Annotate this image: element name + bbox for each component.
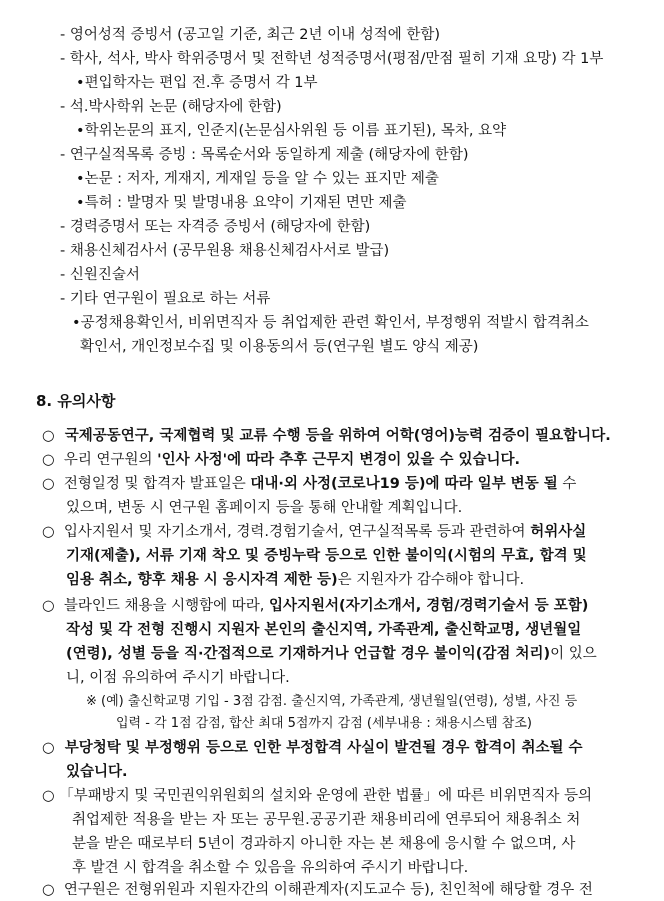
notice-line: 있습니다. [66,764,128,780]
notice-line: 작성 및 각 전형 진행시 지원자 본인의 출신지역, 가족관계, 출신학교명, 생년월일 [66,622,582,638]
circle-bullet-icon: ○ [42,428,55,444]
list-item: •논문 : 저자, 게재지, 게재일 등을 알 수 있는 표지만 제출 [76,171,439,187]
list-marker: - [60,27,66,43]
list-item: - 연구실적목록 증빙 : 목록순서와 동일하게 제출 (해당자에 한함) [60,147,469,163]
list-item: 확인서, 개인정보수집 및 이용동의서 등(연구원 별도 양식 제공) [80,339,479,355]
list-item: - 학사, 석사, 박사 학위증명서 및 전학년 성적증명서(평점/만점 필히 기재 요망) 각 1부 [60,51,604,67]
circle-bullet-icon: ○ [42,788,55,804]
notice-item: ○ 국제공동연구, 국제협력 및 교류 수행 등을 위하여 어학(영어)능력 검증이 필요합니다. [42,425,611,447]
notice-line: 니, 이점 유의하여 주시기 바랍니다. [66,670,290,686]
list-item: •편입학자는 편입 전.후 증명서 각 1부 [76,75,318,91]
notice-line: 있으며, 변동 시 연구원 홈페이지 등을 통해 안내할 계획입니다. [66,500,463,516]
list-marker: - [60,147,66,163]
list-marker: - [60,243,66,259]
notice-line: 임용 취소, 향후 채용 시 응시자격 제한 등)은 지원자가 감수해야 합니다. [66,572,525,588]
notice-line: 분을 받은 때로부터 5년이 경과하지 아니한 자는 본 채용에 응시할 수 없으며, 사 [72,836,576,852]
notice-item: ○ 부당청탁 및 부정행위 등으로 인한 부정합격 사실이 발견될 경우 합격이 취소될 수 [42,737,583,759]
circle-bullet-icon: ○ [42,524,55,540]
list-marker: - [60,99,66,115]
list-item: •공정채용확인서, 비위면직자 등 취업제한 관련 확인서, 부정행위 적발시 합격취소 [72,315,589,331]
list-item: - 채용신체검사서 (공무원용 채용신체검사서로 발급) [60,243,390,259]
notice-item: ○ 연구원은 전형위원과 지원자간의 이해관계자(지도교수 등), 친인척에 해당할 경우 전 [42,879,593,901]
list-marker: • [76,75,85,91]
list-marker: • [76,171,85,187]
notice-item: ○ 우리 연구원의 '인사 사정'에 따라 추후 근무지 변경이 있을 수 있습니다. [42,449,520,471]
section-heading: 8. 유의사항 [36,392,116,410]
circle-bullet-icon: ○ [42,882,55,898]
circle-bullet-icon: ○ [42,740,55,756]
notice-line: 취업제한 적용을 받는 자 또는 공무원.공공기관 채용비리에 연루되어 채용취소 처 [72,812,581,828]
list-item: •특허 : 발명자 및 발명내용 요약이 기재된 면만 제출 [76,195,407,211]
circle-bullet-icon: ○ [42,476,55,492]
list-marker: • [76,123,85,139]
list-marker: - [60,291,66,307]
notice-line: (연령), 성별 등을 직·간접적으로 기재하거나 언급할 경우 불이익(감점 처리)이 있으 [66,646,597,662]
list-item: - 영어성적 증빙서 (공고일 기준, 최근 2년 이내 성적에 한함) [60,27,441,43]
notice-line: 기재(제출), 서류 기재 착오 및 증빙누락 등으로 인한 불이익(시험의 무효, 합격 및 [66,548,587,564]
list-marker: • [72,315,81,331]
list-item: •학위논문의 표지, 인준지(논문심사위원 등 이름 표기된), 목차, 요약 [76,123,507,139]
list-item: - 석.박사학위 논문 (해당자에 한함) [60,99,282,115]
list-marker: - [60,219,66,235]
notice-item: ○ 입사지원서 및 자기소개서, 경력.경험기술서, 연구실적목록 등과 관련하여 허위사실 [42,521,586,543]
notice-item: ○ 블라인드 채용을 시행함에 따라, 입사지원서(자기소개서, 경험/경력기술서 등 포함) [42,595,588,617]
list-marker: - [60,51,66,67]
notice-note: 입력 - 각 1점 감점, 합산 최대 5점까지 감점 (세부내용 : 채용시스템 참조) [116,716,532,731]
notice-note: ※ (예) 출신학교명 기입 - 3점 감점. 출신지역, 가족관계, 생년월일(연령), 성별, 사진 등 [86,694,578,709]
notice-item: ○ 전형일정 및 합격자 발표일은 대내·외 사정(코로나19 등)에 따라 일부 변동 될 수 [42,473,576,495]
list-item: - 기타 연구원이 필요로 하는 서류 [60,291,271,307]
list-marker: • [76,195,85,211]
circle-bullet-icon: ○ [42,598,55,614]
notice-item: ○ 「부패방지 및 국민권익위원회의 설치와 운영에 관한 법률」에 따른 비위면직자 등의 [42,785,592,807]
circle-bullet-icon: ○ [42,452,55,468]
list-marker: - [60,267,66,283]
notice-line: 후 발견 시 합격을 취소할 수 있음을 유의하여 주시기 바랍니다. [72,860,469,876]
list-item: - 신원진술서 [60,267,140,283]
list-item: - 경력증명서 또는 자격증 증빙서 (해당자에 한함) [60,219,371,235]
